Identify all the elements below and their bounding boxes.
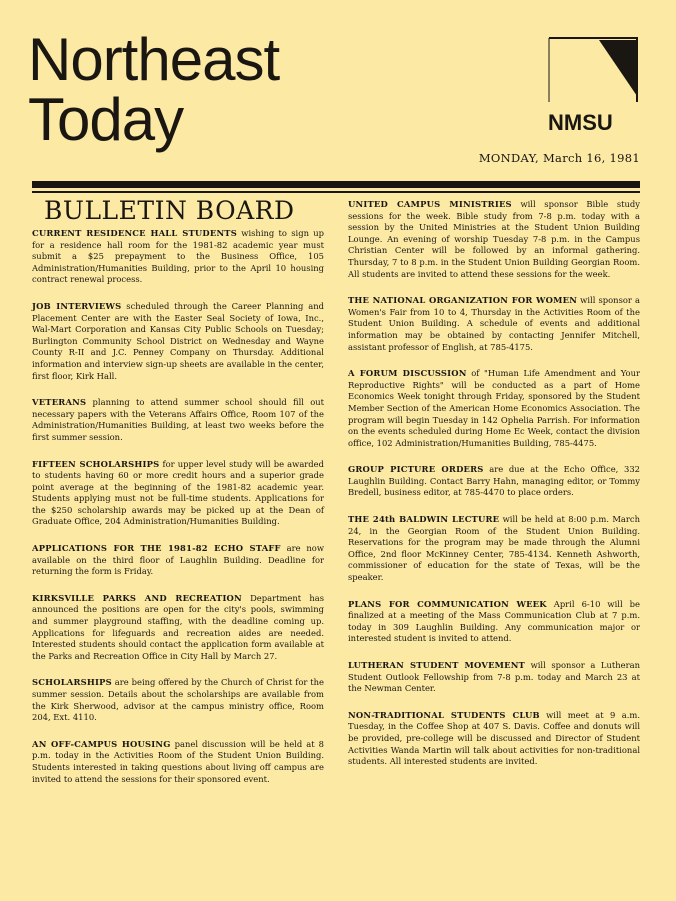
bulletin-item (32, 739, 324, 785)
section-title: BULLETIN BOARD (44, 196, 295, 225)
bulletin-item-body: are now available on the third floor of Laughlin Building. Deadline for returning the form is Friday. (32, 543, 324, 577)
bulletin-item (32, 397, 324, 443)
bulletin-item (32, 543, 324, 578)
bulletin-item-body: scheduled through the Career Planning and Placement Center are with the Easter Seal Society of Iowa, Inc., Wal-Mart Corporation and Kansas City Public Schools on Tuesday; Burlington Community School District on Wednesday and Wayne County R-II and J.C. Penney Company on Thursday. Additional information and interview sign-up sheets are available in the center, first floor, Kirk Hall. (32, 300, 325, 381)
bulletin-item-lead: PLANS FOR COMMUNICATION WEEK (348, 598, 547, 609)
bulletin-item (348, 199, 640, 280)
bulletin-item-lead: FIFTEEN SCHOLARSHIPS (32, 458, 160, 469)
bulletin-item-lead: CURRENT RESIDENCE HALL STUDENTS (32, 228, 237, 238)
masthead-rule-thin (32, 191, 640, 193)
bulletin-item-body: will meet at 9 a.m. Tuesday, in the Coffee Shop at 407 S. Davis. Coffee and donuts will be provided, pre-college will be discussed and Director of Student Activities Wanda Martin will talk about activities for non-traditional students. All interested students are invited. (348, 709, 640, 767)
bulletin-item-body: of "Human Life Amendment and Your Reproductive Rights" will be conducted as a part of Home Economics Week tonight through Friday, sponsored by the Student Member Section of the American Home Economics Association. The program will begin Tuesday in 142 Ophelia Parrish. For information on the events scheduled during Home Ec Week, contact the division office, 102 Administration/Humanities Building, 785-4475. (348, 368, 640, 448)
bulletin-item-body: are being offered by the Church of Christ for the summer session. Details about the scholarships are available from the Kirk Sherwood, advisor at the campus ministry office, Room 204, Ext. 4110. (32, 677, 324, 723)
dateline: MONDAY, March 16, 1981 (478, 151, 640, 165)
bulletin-item-lead: GROUP PICTURE ORDERS (348, 464, 484, 475)
bulletin-item-lead: VETERANS (32, 397, 87, 408)
masthead-rule-thick (32, 181, 640, 188)
bulletin-item-body: for upper level study will be awarded to students having 60 or more credit hours and a superior grade point average at the beginning of the 1981-82 academic year. Students applying must not be full-time students. Applications for the $250 scholarship awards may be picked up at the Dean of Graduate Office, 204 Administration/Humanities Building. (32, 458, 324, 527)
bulletin-item-lead: THE NATIONAL ORGANIZATION FOR WOMEN (348, 295, 578, 306)
bulletin-item-lead: AN OFF-CAMPUS HOUSING (32, 738, 171, 749)
bulletin-item-body: April 6-10 will be finalized at a meeting of the Mass Communication Club at 7 p.m. today in 309 Laughlin Building. Any communication major or interested student is invited to attend. (348, 598, 640, 644)
bulletin-item-lead: UNITED CAMPUS MINISTRIES (348, 199, 512, 209)
bulletin-item (32, 677, 324, 723)
bulletin-item (348, 295, 640, 353)
bulletin-item-lead: JOB INTERVIEWS (32, 300, 122, 311)
bulletin-item-lead: NON-TRADITIONAL STUDENTS CLUB (348, 709, 540, 720)
bulletin-item (348, 514, 640, 584)
masthead-title (28, 26, 280, 153)
bulletin-item-lead: KIRKSVILLE PARKS AND RECREATION (32, 592, 242, 603)
bulletin-item (32, 301, 324, 382)
bulletin-item (348, 710, 640, 768)
bulletin-item (32, 228, 324, 286)
bulletin-item-lead: THE 24th BALDWIN LECTURE (348, 514, 500, 525)
bulletin-item-lead: A FORUM DISCUSSION (348, 368, 467, 379)
bulletin-item-body: will sponsor a Women's Fair from 10 to 4, Thursday in the Activities Room of the Student Union Building. A schedule of events and additional information may be obtained by contacting Jennifer Mitchell, assistant professor of English, at 785-4175. (348, 295, 640, 352)
bulletin-item (348, 660, 640, 695)
bulletin-item-body: planning to attend summer school should fill out necessary papers with the Veterans Affairs Office, Room 107 of the Administration/Humanities Building, at least two weeks before the first summer session. (32, 397, 324, 442)
bulletin-item-lead: APPLICATIONS FOR THE 1981-82 ECHO STAFF (32, 543, 281, 554)
bulletin-item-body: panel discussion will be held at 8 p.m. today in the Activities Room of the Student Union Building. Students interested in taking questions about living off campus are invited to attend the sessions for their sponsored event. (32, 738, 324, 784)
bulletin-item-body: will be held at 8:00 p.m. March 24, in the Georgian Room of the Student Union Building. Reservations for the program may be made through the Alumni Office, 2nd floor McKinney Center, 785-4134. Kenneth Ashworth, commissioner of education for the state of Texas, will be the speaker. (348, 514, 640, 583)
bulletin-item-body: Department has announced the positions are open for the city's pools, swimming and summer playground staffing, with the deadline coming up. Applications for lifeguards and recreation aides are needed. Interested students should contact the application form available at the Parks and Recreation Office in City Hall by March 27. (32, 592, 324, 661)
bulletin-item-lead: SCHOLARSHIPS (32, 677, 112, 688)
masthead-title-line1: Northeast (28, 26, 280, 93)
logo-text: NMSU (548, 110, 613, 135)
bulletin-item (348, 368, 640, 449)
bulletin-item (32, 459, 324, 529)
masthead-title-line2: Today (28, 86, 184, 153)
bulletin-item (348, 464, 640, 499)
bulletin-item (348, 599, 640, 645)
bulletin-item-body: are due at the Echo Office, 332 Laughlin Building. Contact Barry Hahn, managing editor, or Tommy Bredell, business editor, at 785-4470 to place orders. (348, 464, 640, 498)
left-column (32, 196, 324, 800)
bulletin-item-body: will sponsor Bible study sessions for the week. Bible study from 7-8 p.m. today with a session by the United Ministries at the Student Union Building Lounge. An evening of worship Tuesday 7-8 p.m. in the Campus Christian Center will be followed by an informal gathering. Thursday, 7 to 8 p.m. in the Student Union Building Georgian Room. All students are invited to attend these sessions for the week. (348, 199, 641, 279)
bulletin-item-body: will sponsor a Lutheran Student Outlook Fellowship from 7-8 p.m. today and March 23 at the Newman Center. (348, 660, 640, 694)
bulletin-item-lead: LUTHERAN STUDENT MOVEMENT (348, 660, 525, 670)
bulletin-item-body: wishing to sign up for a residence hall room for the 1981-82 academic year must submit a $25 prepayment to the Business Office, 105 Administration/Humanities Building, prior to the April 10 housing contract renewal process. (32, 228, 324, 285)
right-column (348, 199, 640, 783)
bulletin-item (32, 593, 324, 663)
